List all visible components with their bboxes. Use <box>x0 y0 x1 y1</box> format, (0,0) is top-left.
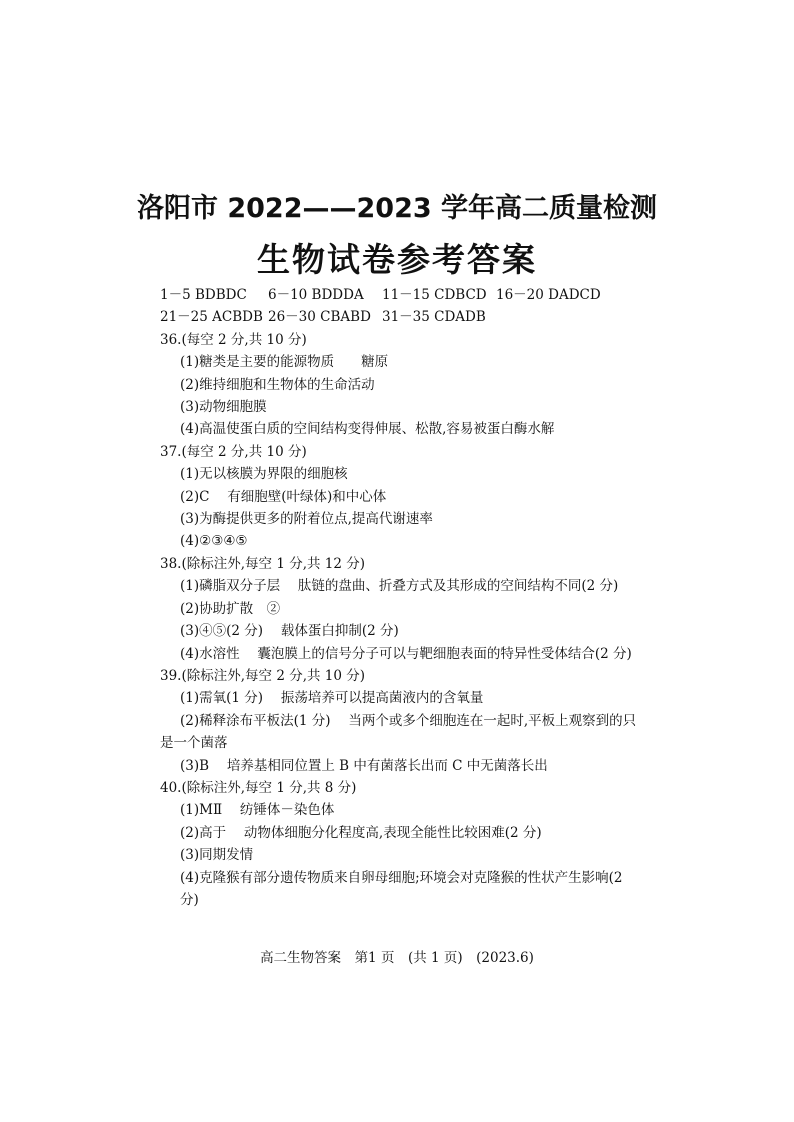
question-38-answer-2: (2)协助扩散 ② <box>180 600 281 617</box>
question-40-answer-4: (4)克隆猴有部分遗传物质来自卵母细胞;环境会对克隆猴的性状产生影响(2 <box>180 869 623 886</box>
choice-answer-group: 16－20 DADCD <box>496 287 601 303</box>
question-36-heading: 36.(每空 2 分,共 10 分) <box>160 331 307 348</box>
choice-answer-group: 1－5 BDBDC <box>160 287 247 303</box>
question-38-answer-1: (1)磷脂双分子层 肽链的盘曲、折叠方式及其形成的空间结构不同(2 分) <box>180 578 619 595</box>
choice-answer-group: 21－25 ACBDB <box>160 309 263 326</box>
choice-answer-group: 26－30 CBABD <box>268 309 371 326</box>
question-37-answer-2: (2)C 有细胞壁(叶绿体)和中心体 <box>180 488 387 505</box>
question-38-answer-4: (4)水溶性 囊泡膜上的信号分子可以与靶细胞表面的特异性受体结合(2 分) <box>180 645 632 662</box>
question-39-answer-1: (1)需氧(1 分) 振荡培养可以提高菌液内的含氧量 <box>180 690 484 707</box>
question-40-answer-4-continuation: 分) <box>180 891 199 908</box>
question-40-answer-2: (2)高于 动物体细胞分化程度高,表现全能性比较困难(2 分) <box>180 824 542 841</box>
question-40-answer-3: (3)同期发情 <box>180 847 254 864</box>
choice-answer-group: 6－10 BDDDA <box>268 287 364 303</box>
choice-answer-group: 31－35 CDADB <box>382 309 486 326</box>
question-39-answer-3: (3)B 培养基相同位置上 B 中有菌落长出而 C 中无菌落长出 <box>180 757 548 774</box>
question-39-answer-2: (2)稀释涂布平板法(1 分) 当两个或多个细胞连在一起时,平板上观察到的只 <box>180 712 637 729</box>
question-40-answer-1: (1)MⅡ 纺锤体－染色体 <box>180 802 335 819</box>
question-38-heading: 38.(除标注外,每空 1 分,共 12 分) <box>160 555 366 572</box>
question-36-answer-2: (2)维持细胞和生物体的生命活动 <box>180 376 375 393</box>
answer-content <box>160 284 680 911</box>
question-37-answer-3: (3)为酶提供更多的附着位点,提高代谢速率 <box>180 511 433 528</box>
question-40-heading: 40.(除标注外,每空 1 分,共 8 分) <box>160 779 357 796</box>
question-37-answer-1: (1)无以核膜为界限的细胞核 <box>180 466 348 483</box>
question-38-answer-3: (3)④⑤(2 分) 载体蛋白抑制(2 分) <box>180 623 399 640</box>
question-37-heading: 37.(每空 2 分,共 10 分) <box>160 443 307 460</box>
exam-title: 洛阳市 2022——2023 学年高二质量检测 <box>136 193 658 224</box>
question-37-answer-4: (4)②③④⑤ <box>180 533 248 550</box>
page-footer: 高二生物答案 第1 页 (共 1 页) (2023.6) <box>260 950 534 966</box>
question-36-answer-3: (3)动物细胞膜 <box>180 399 267 416</box>
choice-answers-row-1 <box>160 284 680 306</box>
choice-answer-group: 11－15 CDBCD <box>382 287 487 303</box>
question-39-heading: 39.(除标注外,每空 2 分,共 10 分) <box>160 667 366 684</box>
question-36-answer-4: (4)高温使蛋白质的空间结构变得伸展、松散,容易被蛋白酶水解 <box>180 421 555 438</box>
choice-answers-row-2 <box>160 306 680 328</box>
question-36-answer-1: (1)糖类是主要的能源物质 糖原 <box>180 354 389 371</box>
question-39-answer-2-continuation: 是一个菌落 <box>160 735 228 752</box>
answer-key-title: 生物试卷参考答案 <box>257 240 537 279</box>
